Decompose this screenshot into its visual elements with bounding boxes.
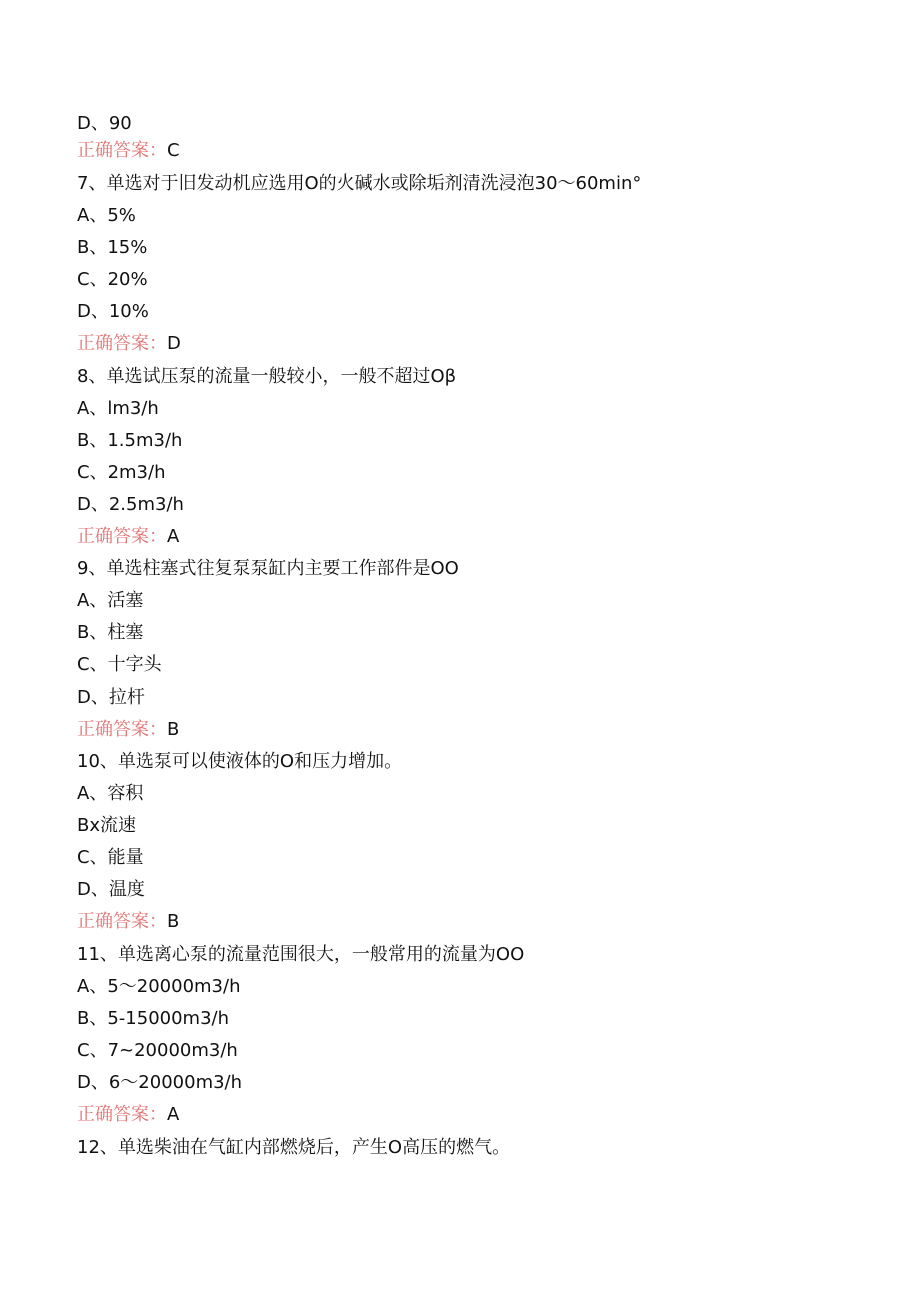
answer-value: B (167, 719, 180, 740)
answer-line (77, 525, 179, 549)
option-line: C、7~20000m3∕h (77, 1040, 238, 1061)
option-line: C、2m3∕h (77, 462, 166, 483)
option-line: C、十字头 (77, 654, 162, 675)
option-line: A、容积 (77, 783, 144, 804)
answer-label: 正确答案： (77, 719, 167, 740)
question-line: 8、单选试压泵的流量一般较小，一般不超过Oβ (77, 366, 457, 387)
option-line: A、lm3∕h (77, 398, 159, 419)
question-line: 10、单选泵可以使液体的O和压力增加。 (77, 751, 403, 772)
option-line: B、1.5m3∕h (77, 430, 183, 451)
option-line: D、6〜20000m3∕h (77, 1072, 243, 1093)
option-line: D、2.5m3∕h (77, 494, 184, 515)
answer-value: C (167, 140, 180, 161)
option-line: C、20% (77, 269, 148, 290)
answer-line (77, 332, 181, 356)
question-line: 12、单选柴油在气缸内部燃烧后，产生O高压的燃气。 (77, 1137, 511, 1158)
option-line: D、90 (77, 113, 132, 134)
answer-line (77, 910, 179, 934)
answer-label: 正确答案： (77, 526, 167, 547)
answer-line (77, 139, 180, 163)
option-line: A、5〜20000m3∕h (77, 976, 241, 997)
question-line: 9、单选柱塞式往复泵泵缸内主要工作部件是OO (77, 558, 459, 579)
option-line: D、拉杆 (77, 687, 145, 708)
answer-value: B (167, 911, 180, 932)
option-line: A、活塞 (77, 590, 144, 611)
answer-line (77, 1103, 179, 1127)
answer-value: A (167, 526, 180, 547)
answer-label: 正确答案： (77, 333, 167, 354)
answer-value: D (167, 333, 181, 354)
option-line: B、柱塞 (77, 622, 144, 643)
option-line: B、5-15000m3∕h (77, 1008, 230, 1029)
question-line: 7、单选对于旧发动机应选用O的火碱水或除垢剂清洗浸泡30〜60min° (77, 173, 642, 194)
question-line: 11、单选离心泵的流量范围很大，一般常用的流量为OO (77, 944, 525, 965)
option-line: Bx流速 (77, 815, 137, 836)
option-line: D、温度 (77, 879, 145, 900)
answer-label: 正确答案： (77, 911, 167, 932)
answer-line (77, 718, 179, 742)
option-line: D、10% (77, 301, 149, 322)
option-line: C、能量 (77, 847, 144, 868)
option-line: B、15% (77, 237, 148, 258)
answer-value: A (167, 1104, 180, 1125)
answer-label: 正确答案： (77, 1104, 167, 1125)
answer-label: 正确答案： (77, 140, 167, 161)
option-line: A、5% (77, 205, 136, 226)
